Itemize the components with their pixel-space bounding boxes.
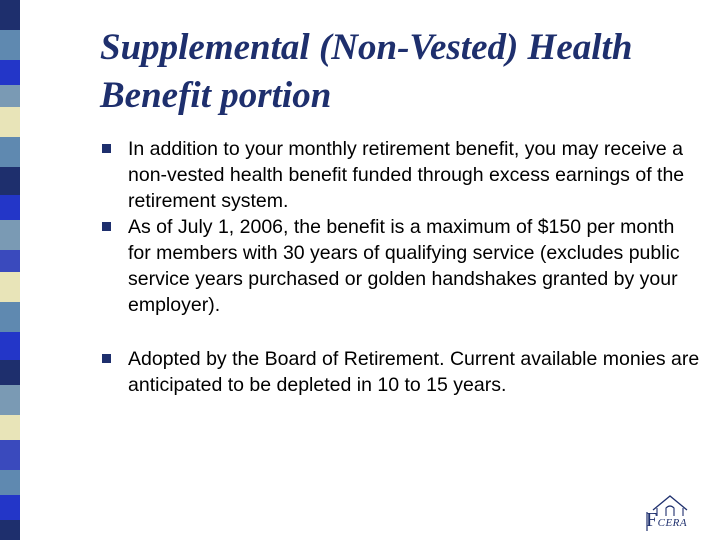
stripe-block: [0, 250, 20, 272]
bullet-item: [100, 136, 700, 214]
stripe-block: [0, 137, 20, 167]
stripe-block: [0, 220, 20, 250]
logo-initial: F: [646, 509, 658, 531]
bullet-list: [100, 136, 700, 398]
decorative-side-stripe: [0, 0, 20, 540]
stripe-block: [0, 85, 20, 107]
bullet-item: [100, 214, 700, 318]
fcera-logo: [646, 509, 687, 532]
stripe-block: [0, 520, 20, 540]
slide-title: Supplemental (Non-Vested) Health Benefit portion: [100, 27, 633, 116]
stripe-block: [0, 302, 20, 332]
stripe-block: [0, 470, 20, 495]
bullet-item: [100, 346, 700, 398]
stripe-block: [0, 60, 20, 85]
stripe-block: [0, 167, 20, 195]
stripe-block: [0, 440, 20, 470]
stripe-block: [0, 272, 20, 302]
bullet-text: Adopted by the Board of Retirement. Current available monies are anticipated to be depleted in 10 to 15 years.: [128, 348, 700, 396]
bullet-text: As of July 1, 2006, the benefit is a maximum of $150 per month for members with 30 years of qualifying service (excludes public service years purchased or golden handshakes granted by your employer).: [128, 216, 680, 316]
stripe-block: [0, 332, 20, 360]
logo-rest: CERA: [657, 517, 688, 529]
stripe-block: [0, 30, 20, 60]
stripe-block: [0, 385, 20, 415]
stripe-block: [0, 415, 20, 440]
stripe-block: [0, 195, 20, 220]
stripe-block: [0, 107, 20, 137]
stripe-block: [0, 0, 20, 30]
square-bullet-icon: [102, 354, 111, 363]
stripe-block: [0, 495, 20, 520]
square-bullet-icon: [102, 222, 111, 231]
stripe-block: [0, 360, 20, 385]
bullet-text: In addition to your monthly retirement benefit, you may receive a non-vested health benefit funded through excess earnings of the retirement system.: [128, 138, 685, 212]
bullet-spacer: [100, 318, 700, 346]
square-bullet-icon: [102, 144, 111, 153]
